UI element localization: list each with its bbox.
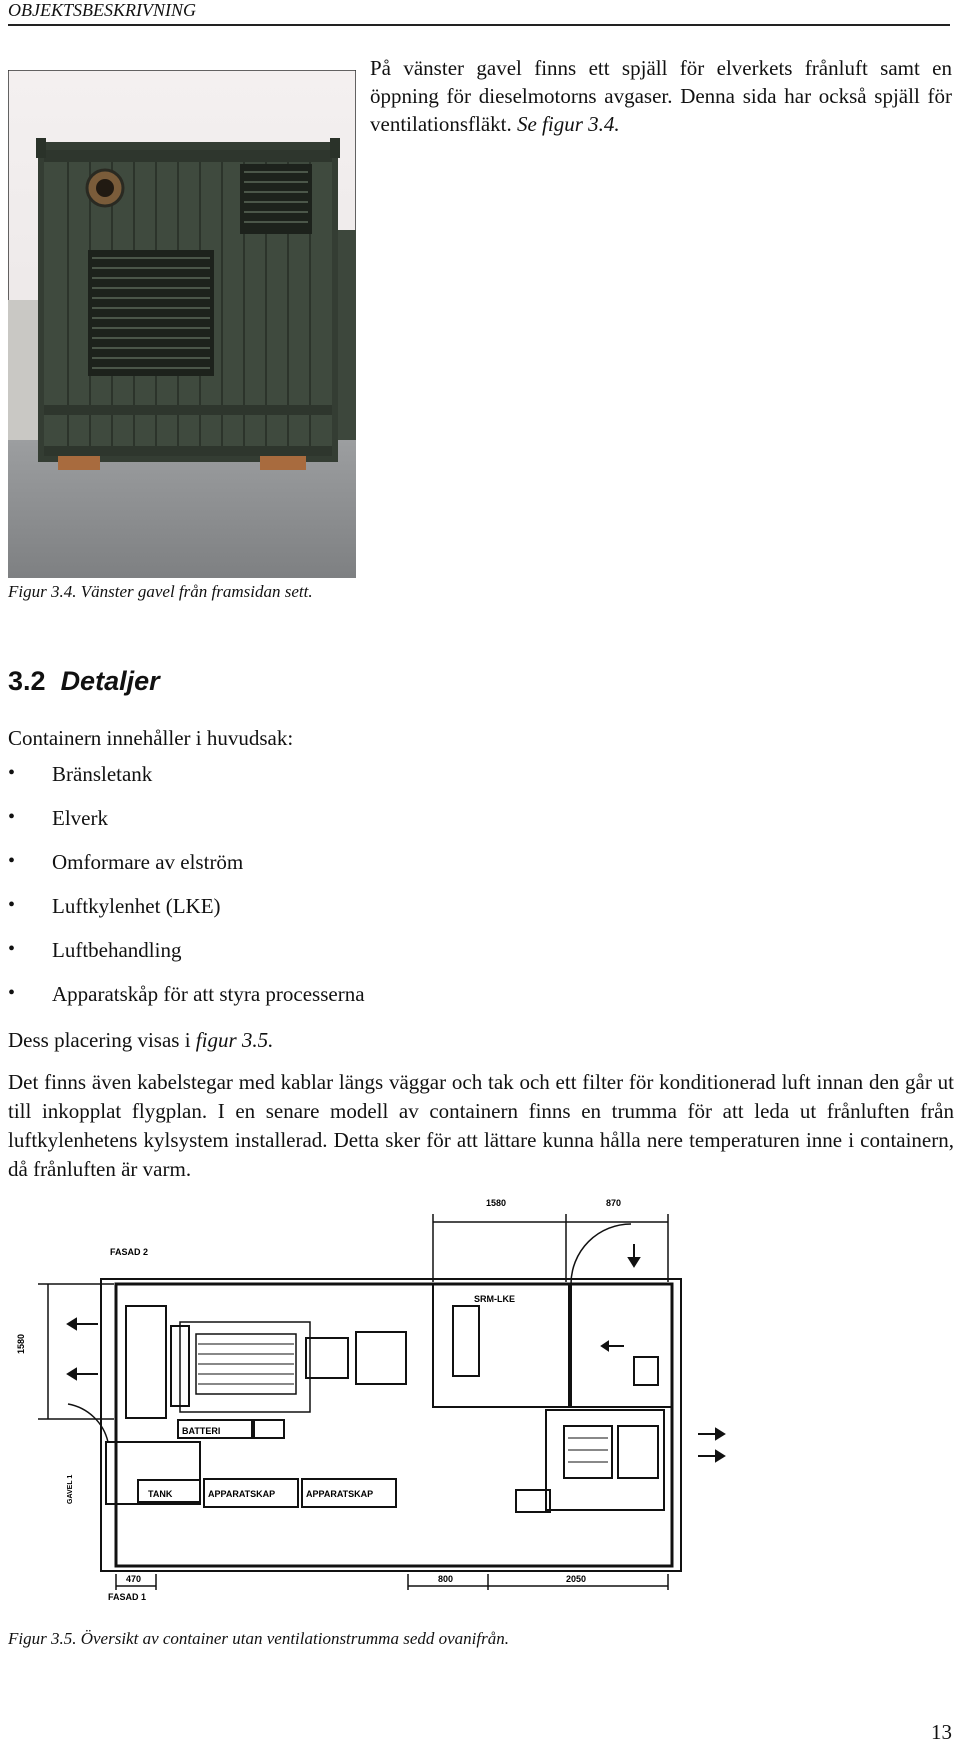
section-title: Detaljer [60,666,160,696]
header-rule [8,24,950,26]
bullet-icon: • [8,762,16,784]
label-batteri: BATTERI [182,1426,221,1436]
figure-3-5-caption: Figur 3.5. Översikt av container utan ventilationstrumma sedd ovanifrån. [8,1629,509,1648]
bullet-icon: • [8,806,16,828]
contents-list [8,762,365,1026]
label-dim-left: 1580 [16,1333,26,1354]
placement-sentence: Dess placering visas i figur 3.5. [8,1028,274,1052]
running-header: OBJEKTSBESKRIVNING [8,0,196,20]
label-fasad1: FASAD 1 [108,1592,147,1600]
floor-plan-drawing [8,1194,804,1600]
label-dim-top-a: 1580 [486,1198,507,1208]
label-gavel1: GAVEL 1 [67,1474,74,1504]
page-number: 13 [931,1720,952,1744]
intro-figure-ref: Se figur 3.4. [516,112,620,136]
label-fasad2: FASAD 2 [110,1247,149,1257]
bullet-icon: • [8,938,16,960]
list-item: • Bränsletank [8,762,153,786]
list-item: • Elverk [8,806,108,830]
label-dim-800: 800 [438,1574,454,1584]
section-number: 3.2 [8,666,46,696]
list-item: • Omformare av elström [8,850,244,874]
label-apparatskap-2: APPARATSKAP [306,1489,374,1499]
section-heading [8,666,160,697]
list-item: • Luftkylenhet (LKE) [8,894,221,918]
bullet-icon: • [8,982,16,1004]
contents-intro: Containern innehåller i huvudsak: [8,726,294,750]
list-item: • Luftbehandling [8,938,182,962]
label-dim-top-b: 870 [606,1198,622,1208]
placement-figure-ref: figur 3.5. [195,1028,274,1052]
label-apparatskap-1: APPARATSKAP [208,1489,276,1499]
intro-text: På vänster gavel finns ett spjäll för elverkets frånluft samt en öppning för dieselmotorns avgaser. Denna sida har också spjäll för ventilationsfläkt. [370,56,952,136]
details-paragraph: Det finns även kabelstegar med kablar längs väggar och tak och ett filter för konditionerad luft innan den går ut till inkopplat flygplan. I en senare modell av containern finns en trumma för att leda ut frånluften från luftkylenhetens kylsystem installerad. Detta sker för att lättare kunna hålla nere temperaturen inne i containern, då frånluften är varm. [8,1070,954,1181]
figure-3-4-caption: Figur 3.4. Vänster gavel från framsidan sett. [8,582,313,601]
label-srm-lke: SRM-LKE [474,1294,515,1304]
list-item: • Apparatskåp för att styra processerna [8,982,365,1006]
intro-paragraph [370,54,952,138]
bullet-icon: • [8,894,16,916]
bullet-icon: • [8,850,16,872]
label-tank: TANK [148,1489,173,1499]
container-photo [8,70,356,578]
label-dim-470: 470 [126,1574,142,1584]
label-dim-2050: 2050 [566,1574,587,1584]
